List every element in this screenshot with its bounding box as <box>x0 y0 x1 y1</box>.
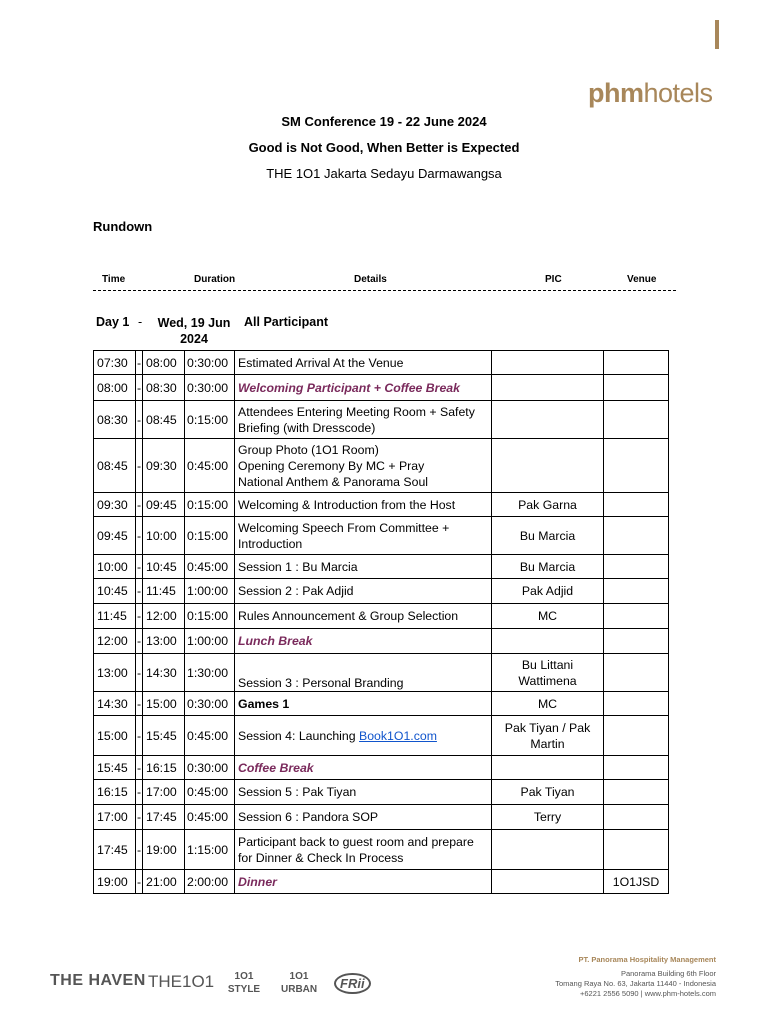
day-date: Wed, 19 Jun 2024 <box>157 316 231 346</box>
details: Session 2 : Pak Adjid <box>235 579 492 604</box>
duration: 0:15:00 <box>185 604 235 629</box>
details: Games 1 <box>235 692 492 716</box>
end-time: 17:00 <box>143 780 185 805</box>
duration: 0:45:00 <box>185 439 235 493</box>
start-time: 08:00 <box>94 375 136 401</box>
brand-logo-101-style: 1O1 STYLE <box>227 971 261 995</box>
pic: Pak Adjid <box>492 579 604 604</box>
pic <box>492 830 604 870</box>
table-row <box>94 604 669 629</box>
table-row <box>94 555 669 579</box>
duration: 2:00:00 <box>185 870 235 894</box>
pic: MC <box>492 604 604 629</box>
details: Session 3 : Personal Branding <box>235 654 492 692</box>
end-time: 13:00 <box>143 629 185 654</box>
time-separator: - <box>136 555 143 579</box>
duration: 0:45:00 <box>185 555 235 579</box>
pic: MC <box>492 692 604 716</box>
duration: 0:45:00 <box>185 716 235 756</box>
footer-building: Panorama Building 6th Floor <box>620 969 716 978</box>
end-time: 08:00 <box>143 351 185 375</box>
table-row <box>94 716 669 756</box>
venue <box>604 579 669 604</box>
end-time: 15:00 <box>143 692 185 716</box>
details-line: National Anthem & Panorama Soul <box>238 474 429 489</box>
start-time: 10:45 <box>94 579 136 604</box>
start-time: 14:30 <box>94 692 136 716</box>
venue <box>604 375 669 401</box>
duration: 0:15:00 <box>185 493 235 517</box>
brand-logo-the101: THE1O1 <box>148 972 215 991</box>
brand-logo-frii: FRii <box>334 973 371 994</box>
end-time: 08:45 <box>143 401 185 439</box>
duration: 0:15:00 <box>185 517 235 555</box>
time-separator: - <box>136 517 143 555</box>
time-separator: - <box>136 375 143 401</box>
start-time: 17:45 <box>94 830 136 870</box>
time-separator: - <box>136 439 143 493</box>
venue <box>604 805 669 830</box>
time-separator: - <box>136 756 143 780</box>
footer-contact: +6221 2556 5090 | www.phm-hotels.com <box>580 989 716 998</box>
start-time: 08:45 <box>94 439 136 493</box>
rundown-table <box>93 350 669 894</box>
duration: 0:30:00 <box>185 351 235 375</box>
details-line: Group Photo (1O1 Room) <box>238 442 379 457</box>
time-separator: - <box>136 716 143 756</box>
duration: 0:30:00 <box>185 692 235 716</box>
column-header-duration: Duration <box>194 274 236 285</box>
footer-company: PT. Panorama Hospitality Management <box>578 955 716 964</box>
duration: 0:30:00 <box>185 756 235 780</box>
details-text: Session 4: Launching <box>238 728 360 743</box>
brand-logo-the-haven: THE HAVEN <box>50 972 146 989</box>
duration: 1:30:00 <box>185 654 235 692</box>
details: Dinner <box>235 870 492 894</box>
table-row <box>94 375 669 401</box>
start-time: 17:00 <box>94 805 136 830</box>
column-header-venue: Venue <box>627 274 657 285</box>
pic <box>492 401 604 439</box>
pic <box>492 439 604 493</box>
venue <box>604 401 669 439</box>
start-time: 15:45 <box>94 756 136 780</box>
pic: Terry <box>492 805 604 830</box>
pic: Bu Marcia <box>492 555 604 579</box>
venue <box>604 555 669 579</box>
start-time: 16:15 <box>94 780 136 805</box>
table-row <box>94 629 669 654</box>
end-time: 11:45 <box>143 579 185 604</box>
end-time: 17:45 <box>143 805 185 830</box>
table-row <box>94 493 669 517</box>
pic: Bu Marcia <box>492 517 604 555</box>
pic: Pak Garna <box>492 493 604 517</box>
table-row <box>94 780 669 805</box>
end-time: 10:45 <box>143 555 185 579</box>
venue <box>604 756 669 780</box>
duration: 1:15:00 <box>185 830 235 870</box>
venue <box>604 439 669 493</box>
time-separator: - <box>136 870 143 894</box>
table-row <box>94 401 669 439</box>
time-separator: - <box>136 692 143 716</box>
time-separator: - <box>136 604 143 629</box>
table-row <box>94 351 669 375</box>
venue <box>604 351 669 375</box>
details: Welcoming & Introduction from the Host <box>235 493 492 517</box>
time-separator: - <box>136 654 143 692</box>
time-separator: - <box>136 805 143 830</box>
table-row <box>94 756 669 780</box>
details: Estimated Arrival At the Venue <box>235 351 492 375</box>
table-row <box>94 830 669 870</box>
details: Participant back to guest room and prepare for Dinner & Check In Process <box>235 830 492 870</box>
venue <box>604 692 669 716</box>
time-separator: - <box>136 493 143 517</box>
details: Coffee Break <box>235 756 492 780</box>
duration: 0:45:00 <box>185 805 235 830</box>
footer-address: Tomang Raya No. 63, Jakarta 11440 - Indonesia <box>555 979 716 988</box>
venue: 1O1JSD <box>604 870 669 894</box>
pic <box>492 375 604 401</box>
phm-hotels-logo: phmhotels <box>588 78 713 108</box>
table-row <box>94 870 669 894</box>
day-group: All Participant <box>244 315 329 329</box>
time-separator: - <box>136 830 143 870</box>
conference-title: SM Conference 19 - 22 June 2024 <box>281 114 487 129</box>
start-time: 07:30 <box>94 351 136 375</box>
table-row <box>94 439 669 493</box>
table-row <box>94 654 669 692</box>
corner-accent-bar <box>715 20 719 49</box>
book1o1-link[interactable]: Book1O1.com <box>359 728 437 743</box>
time-separator: - <box>136 629 143 654</box>
pic <box>492 870 604 894</box>
venue <box>604 604 669 629</box>
duration: 0:30:00 <box>185 375 235 401</box>
duration: 0:45:00 <box>185 780 235 805</box>
pic: Pak Tiyan <box>492 780 604 805</box>
table-row <box>94 805 669 830</box>
details <box>235 439 492 493</box>
venue <box>604 629 669 654</box>
day-dash: - <box>138 315 143 329</box>
venue <box>604 654 669 692</box>
end-time: 15:45 <box>143 716 185 756</box>
pic <box>492 351 604 375</box>
details: Welcoming Participant + Coffee Break <box>235 375 492 401</box>
duration: 0:15:00 <box>185 401 235 439</box>
start-time: 10:00 <box>94 555 136 579</box>
section-heading: Rundown <box>93 219 153 234</box>
venue <box>604 716 669 756</box>
start-time: 11:45 <box>94 604 136 629</box>
start-time: 13:00 <box>94 654 136 692</box>
column-header-pic: PIC <box>545 274 562 285</box>
duration: 1:00:00 <box>185 579 235 604</box>
start-time: 09:45 <box>94 517 136 555</box>
pic <box>492 629 604 654</box>
details: Session 6 : Pandora SOP <box>235 805 492 830</box>
pic <box>492 756 604 780</box>
table-row <box>94 692 669 716</box>
day-label: Day 1 <box>96 315 130 329</box>
header-divider <box>93 290 676 291</box>
start-time: 12:00 <box>94 629 136 654</box>
time-separator: - <box>136 401 143 439</box>
venue-name: THE 1O1 Jakarta Sedayu Darmawangsa <box>266 166 502 181</box>
tagline: Good is Not Good, When Better is Expected <box>248 140 520 155</box>
start-time: 15:00 <box>94 716 136 756</box>
end-time: 12:00 <box>143 604 185 629</box>
pic: Bu Littani Wattimena <box>492 654 604 692</box>
column-header-time: Time <box>102 274 126 285</box>
table-row <box>94 579 669 604</box>
details: Attendees Entering Meeting Room + Safety Briefing (with Dresscode) <box>235 401 492 439</box>
details: Rules Announcement & Group Selection <box>235 604 492 629</box>
venue <box>604 517 669 555</box>
pic: Pak Tiyan / Pak Martin <box>492 716 604 756</box>
details: Welcoming Speech From Committee + Introduction <box>235 517 492 555</box>
end-time: 08:30 <box>143 375 185 401</box>
details: Lunch Break <box>235 629 492 654</box>
details <box>235 716 492 756</box>
end-time: 21:00 <box>143 870 185 894</box>
time-separator: - <box>136 579 143 604</box>
brand-logo-101-urban: 1O1 URBAN <box>281 971 318 995</box>
start-time: 08:30 <box>94 401 136 439</box>
column-header-details: Details <box>354 274 387 285</box>
time-separator: - <box>136 780 143 805</box>
end-time: 09:30 <box>143 439 185 493</box>
details: Session 1 : Bu Marcia <box>235 555 492 579</box>
details: Session 5 : Pak Tiyan <box>235 780 492 805</box>
time-separator: - <box>136 351 143 375</box>
table-row <box>94 517 669 555</box>
end-time: 19:00 <box>143 830 185 870</box>
end-time: 16:15 <box>143 756 185 780</box>
details-line: Opening Ceremony By MC + Pray <box>238 458 425 473</box>
venue <box>604 493 669 517</box>
start-time: 09:30 <box>94 493 136 517</box>
end-time: 09:45 <box>143 493 185 517</box>
venue <box>604 830 669 870</box>
duration: 1:00:00 <box>185 629 235 654</box>
venue <box>604 780 669 805</box>
start-time: 19:00 <box>94 870 136 894</box>
end-time: 10:00 <box>143 517 185 555</box>
end-time: 14:30 <box>143 654 185 692</box>
